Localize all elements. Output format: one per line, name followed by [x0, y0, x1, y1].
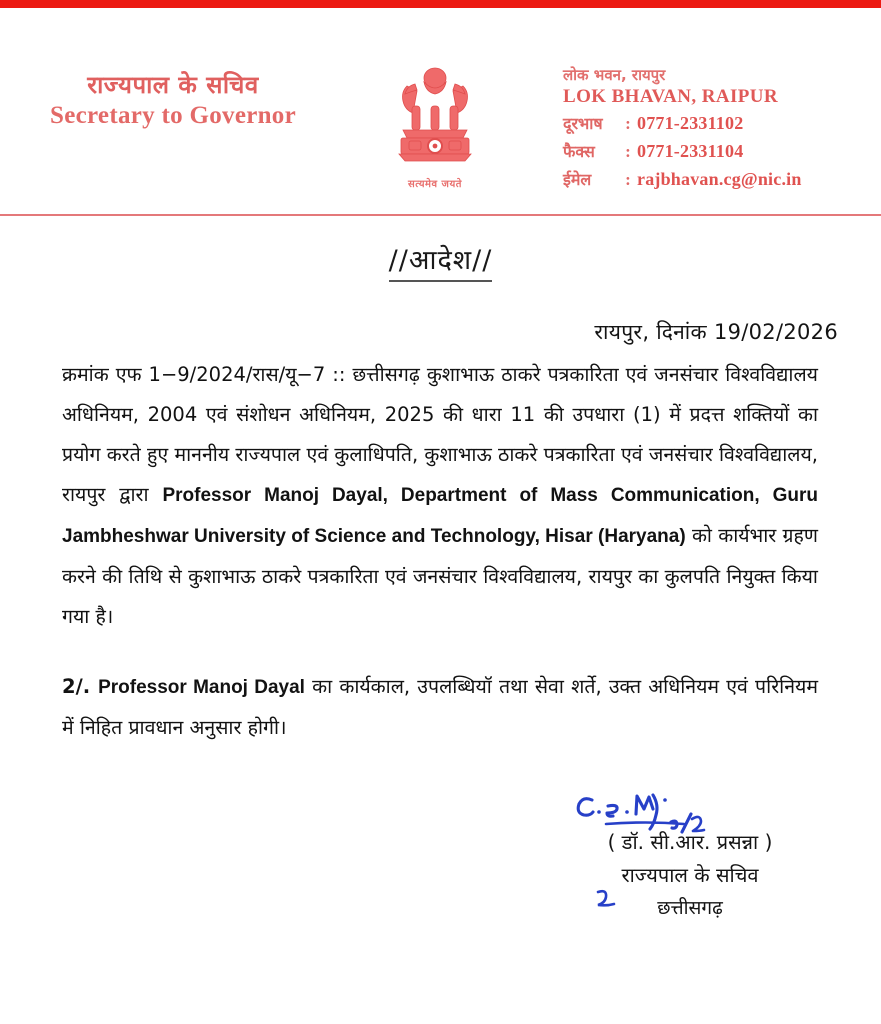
fax-value: 0771-2331104: [637, 141, 744, 162]
secretary-title-english: Secretary to Governor: [49, 101, 297, 129]
contact-row-fax: [563, 138, 873, 165]
secretary-title-hindi: राज्यपाल के सचिव: [87, 71, 259, 99]
letterhead: [0, 56, 881, 208]
order-title-wrap: [0, 240, 881, 282]
paragraph-1: [62, 355, 818, 637]
email-separator: :: [625, 169, 631, 189]
letterhead-divider: [0, 214, 881, 216]
appointee-designation-bold: Professor Manoj Dayal, Department of Mass Communication, Guru Jambheshwar University of Science and Technology, Hisar (Haryana): [62, 485, 819, 547]
signatory-state-wrap: [520, 894, 860, 920]
paragraph-2: [62, 667, 818, 748]
phone-separator: :: [625, 114, 631, 134]
order-title: //आदेश//: [389, 240, 493, 282]
national-emblem: [378, 62, 492, 190]
signatory-role: राज्यपाल के सचिव: [621, 863, 759, 887]
letterhead-left-block: [8, 72, 338, 130]
paragraph-1-text-a: क्रमांक एफ 1−9/2024/रास/यू−7 :: छत्तीसगढ़ कुशाभाऊ ठाकरे पत्रकारिता एवं जनसंचार विश्वविद्यालय अधिनियम, 2004 एवं संशोधन अधिनियम, 2025 की धारा 11 की उपधारा (1) में प्रदत्त शक्तियों का प्रयोग करते हुए माननीय राज्यपाल एवं कुलाधिपति, कुशाभाऊ ठाकरे पत्रकारिता एवं जनसंचार विश्वविद्यालय, रायपुर द्वारा: [62, 363, 818, 506]
ashoka-lion-capital-icon: [385, 62, 485, 178]
appointee-name-bold: Professor Manoj Dayal: [98, 677, 305, 698]
signatory-state: छत्तीसगढ़: [657, 897, 723, 919]
address-english: LOK BHAVAN, RAIPUR: [563, 85, 779, 107]
signatory-name: ( डॉ. सी.आर. प्रसन्ना ): [607, 830, 773, 854]
contact-row-email: [563, 166, 873, 193]
emblem-motto: सत्यमेव जयते: [408, 179, 462, 190]
handwritten-signature: [520, 786, 860, 832]
email-label: ईमेल: [563, 169, 592, 189]
paragraph-2-text: का कार्यकाल, उपलब्धियॉ तथा सेवा शर्ते, उक्त अधिनियम एवं परिनियम में निहित प्रावधान अनुसार होगी।: [62, 675, 819, 739]
top-red-bar: [0, 0, 881, 8]
paragraph-1-text-b: को कार्यभार ग्रहण करने की तिथि से कुशाभाऊ ठाकरे पत्रकारिता एवं जनसंचार विश्वविद्यालय, रायपुर का कुलपति नियुक्त किया गया है।: [62, 524, 818, 628]
place-and-date: रायपुर, दिनांक 19/02/2026: [594, 320, 838, 344]
letterhead-right-block: [563, 66, 873, 192]
signature-block: [520, 786, 860, 920]
email-value: rajbhavan.cg@nic.in: [637, 168, 802, 189]
address-hindi: लोक भवन, रायपुर: [563, 66, 666, 84]
fax-label: फैक्स: [563, 142, 595, 162]
contact-row-phone: [563, 110, 873, 137]
ink-tick-icon: [594, 888, 624, 910]
paragraph-2-number: 2/.: [62, 675, 91, 698]
phone-value: 0771-2331102: [637, 113, 744, 134]
order-body: [62, 355, 818, 748]
fax-separator: :: [625, 142, 631, 162]
phone-label: दूरभाष: [563, 114, 603, 134]
